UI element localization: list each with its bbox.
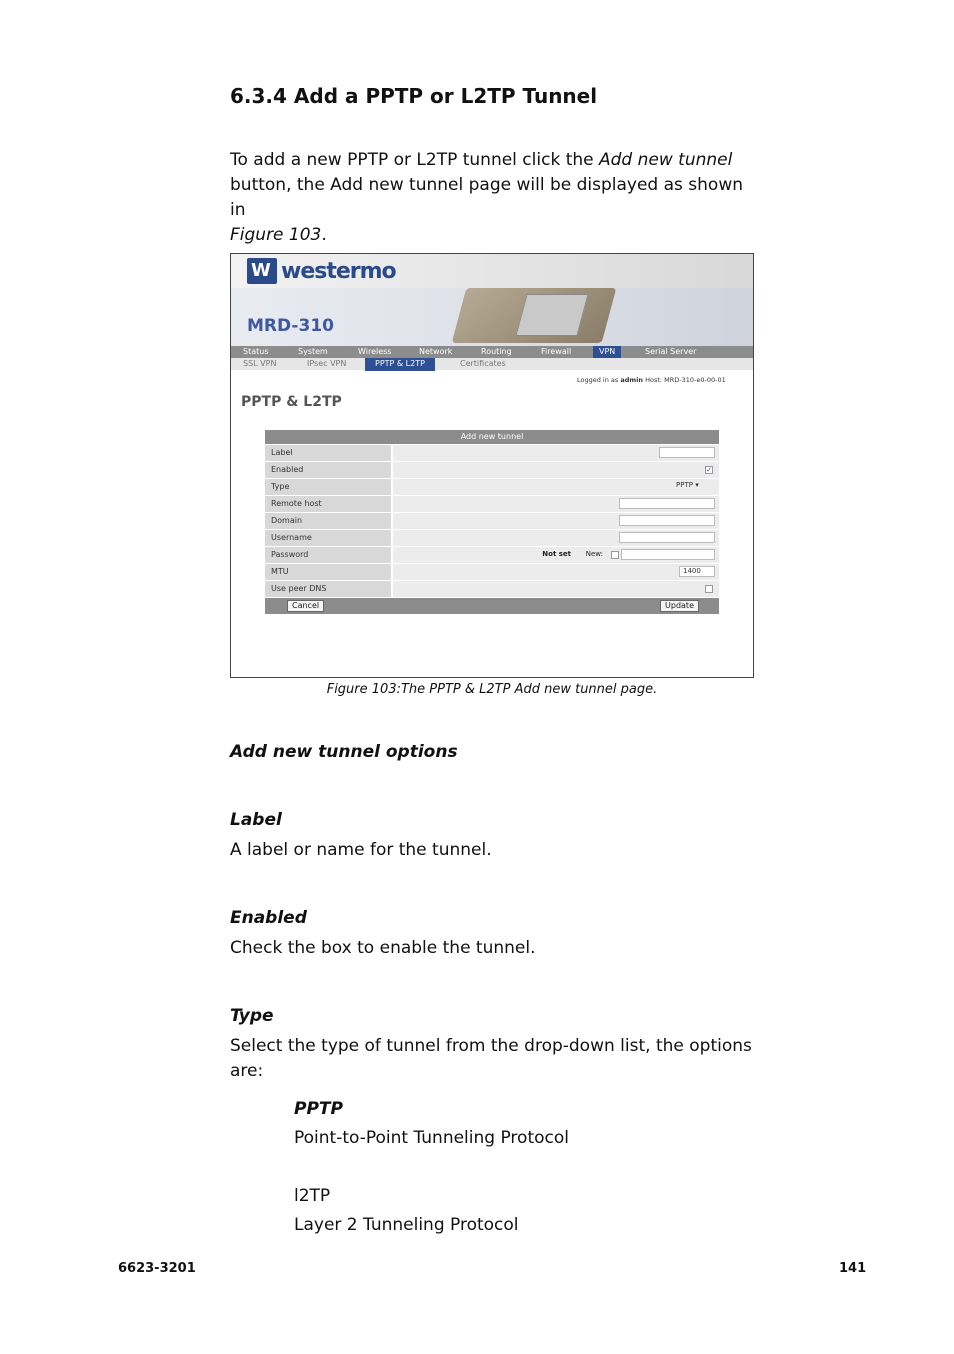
option-label-heading: Label xyxy=(230,810,282,830)
nav-system[interactable]: System xyxy=(298,347,328,356)
footer-doc-number: 6623-3201 xyxy=(118,1261,196,1276)
nav-network[interactable]: Network xyxy=(419,347,453,356)
field-label-username: Username xyxy=(265,530,391,546)
label-input[interactable] xyxy=(659,447,715,458)
use-peer-dns-checkbox[interactable] xyxy=(705,585,713,593)
section-title: 6.3.4 Add a PPTP or L2TP Tunnel xyxy=(230,84,598,108)
nav-vpn[interactable]: VPN xyxy=(593,346,621,359)
intro-text-2: button, the Add new tunnel page will be displayed as shown in xyxy=(230,175,744,220)
intro-ref-add-new-tunnel: Add new tunnel xyxy=(599,150,733,170)
form-footer xyxy=(265,597,719,614)
intro-ref-figure[interactable]: Figure 103 xyxy=(230,225,322,245)
domain-input[interactable] xyxy=(619,515,715,526)
form-row-mtu xyxy=(265,563,719,580)
field-label-label: Label xyxy=(265,445,391,461)
nav-serial-server[interactable]: Serial Server xyxy=(645,347,697,356)
form-row-remote-host xyxy=(265,495,719,512)
options-heading: Add new tunnel options xyxy=(230,742,458,762)
page-title: PPTP & L2TP xyxy=(241,394,342,410)
footer-page-number: 141 xyxy=(839,1261,867,1276)
field-label-domain: Domain xyxy=(265,513,391,529)
figure-screenshot xyxy=(230,253,754,678)
field-label-password: Password xyxy=(265,547,391,563)
brand-name: westermo xyxy=(281,259,396,284)
mtu-input[interactable]: 1400 xyxy=(679,566,715,577)
remote-host-input[interactable] xyxy=(619,498,715,509)
update-button[interactable]: Update xyxy=(660,600,699,612)
add-tunnel-form xyxy=(265,430,719,614)
form-title: Add new tunnel xyxy=(265,430,719,444)
model-name: MRD-310 xyxy=(247,316,334,336)
form-row-password xyxy=(265,546,719,563)
form-row-domain xyxy=(265,512,719,529)
form-row-enabled xyxy=(265,461,719,478)
subnav-ipsec-vpn[interactable]: IPsec VPN xyxy=(307,359,347,368)
form-row-username xyxy=(265,529,719,546)
intro-text-1: To add a new PPTP or L2TP tunnel click the xyxy=(230,150,599,170)
field-label-remote-host: Remote host xyxy=(265,496,391,512)
westermo-logo-icon: W xyxy=(247,258,277,284)
nav-firewall[interactable]: Firewall xyxy=(541,347,572,356)
type-l2tp-heading: l2TP xyxy=(294,1186,331,1206)
password-new-label: New: xyxy=(585,550,603,558)
login-status xyxy=(577,376,726,384)
logged-in-prefix: Logged in as xyxy=(577,376,619,384)
type-l2tp-description: Layer 2 Tunneling Protocol xyxy=(294,1215,519,1235)
subnav-ssl-vpn[interactable]: SSL VPN xyxy=(243,359,277,368)
option-label-description: A label or name for the tunnel. xyxy=(230,840,492,860)
chevron-down-icon: ▾ xyxy=(695,481,699,489)
password-new-checkbox[interactable] xyxy=(611,551,619,559)
field-label-mtu: MTU xyxy=(265,564,391,580)
type-pptp-heading: PPTP xyxy=(294,1099,343,1119)
logged-in-host: Host: MRD-310-e0-00-01 xyxy=(645,376,726,384)
field-label-use-peer-dns: Use peer DNS xyxy=(265,581,391,597)
password-status: Not set xyxy=(542,550,571,558)
field-label-enabled: Enabled xyxy=(265,462,391,478)
nav-status[interactable]: Status xyxy=(243,347,269,356)
type-select[interactable] xyxy=(673,481,715,492)
sub-nav xyxy=(231,358,753,370)
cancel-button[interactable]: Cancel xyxy=(287,600,324,612)
form-row-type xyxy=(265,478,719,495)
enabled-checkbox[interactable]: ✓ xyxy=(706,466,712,474)
app-banner xyxy=(231,254,753,346)
username-input[interactable] xyxy=(619,532,715,543)
form-row-label xyxy=(265,444,719,461)
figure-caption: Figure 103:The PPTP & L2TP Add new tunnel page. xyxy=(326,682,658,697)
device-ports-image xyxy=(515,294,588,336)
option-type-description: Select the type of tunnel from the drop-down list, the options are: xyxy=(230,1036,752,1081)
intro-text-3: . xyxy=(321,225,327,245)
nav-wireless[interactable]: Wireless xyxy=(358,347,392,356)
option-enabled-heading: Enabled xyxy=(230,908,307,928)
subnav-pptp-l2tp[interactable]: PPTP & L2TP xyxy=(365,358,435,371)
logged-in-user: admin xyxy=(620,376,644,384)
option-enabled-description: Check the box to enable the tunnel. xyxy=(230,938,536,958)
password-input[interactable] xyxy=(621,549,715,560)
subnav-certificates[interactable]: Certificates xyxy=(460,359,506,368)
type-select-value: PPTP xyxy=(676,481,693,489)
intro-paragraph xyxy=(230,148,760,248)
field-label-type: Type xyxy=(265,479,391,495)
form-row-use-peer-dns xyxy=(265,580,719,597)
type-pptp-description: Point-to-Point Tunneling Protocol xyxy=(294,1128,569,1148)
nav-routing[interactable]: Routing xyxy=(481,347,512,356)
option-type-heading: Type xyxy=(230,1006,274,1026)
main-nav xyxy=(231,346,753,358)
